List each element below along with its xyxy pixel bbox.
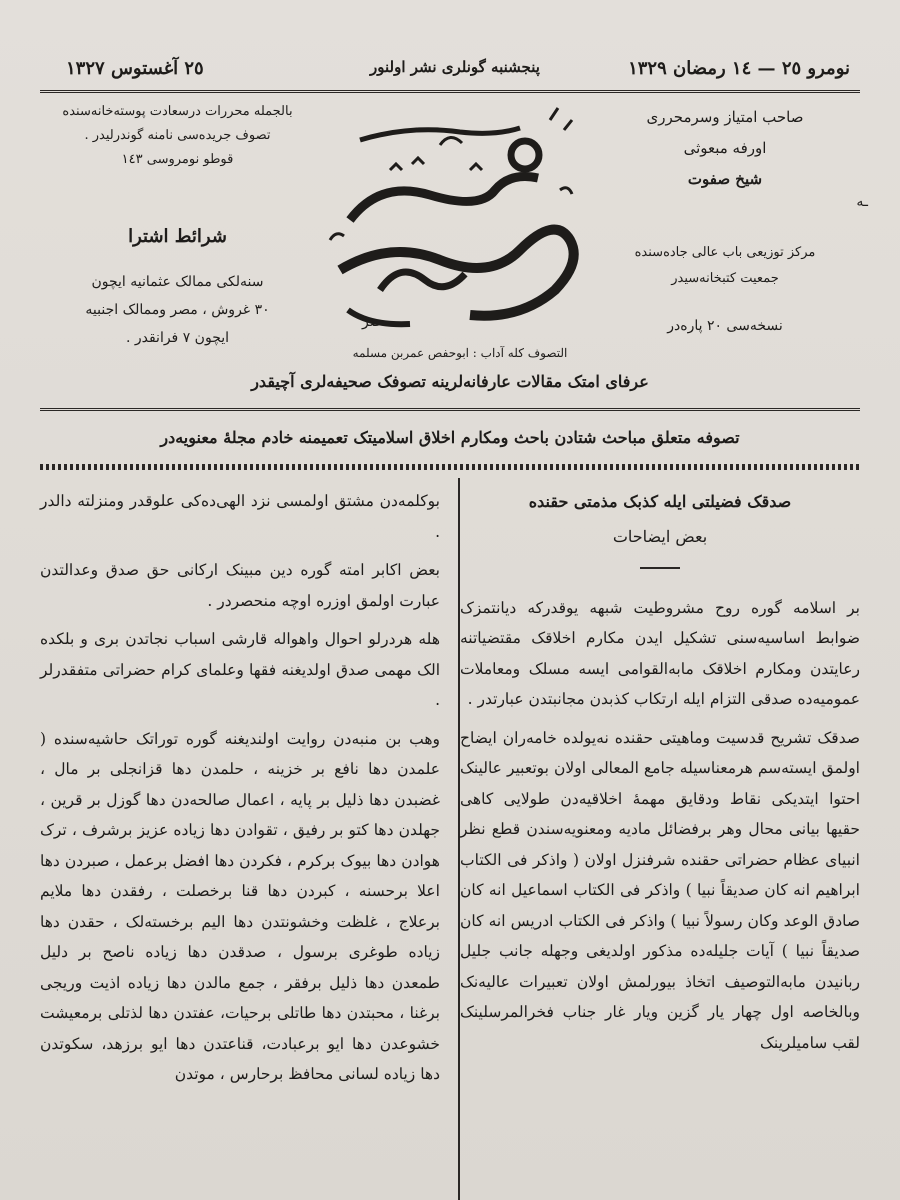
article-subtitle: بعض ایضاحات <box>612 527 708 546</box>
article-left-column <box>40 486 440 1098</box>
dotted-rule <box>40 464 860 470</box>
issue-number-date: نومرو ٢٥ — ١٤ رمضان ١٣٢٩ <box>628 58 850 79</box>
owner-editor-label: صاحب امتیاز وسرمحرری <box>646 108 804 126</box>
dateline <box>60 52 850 88</box>
masthead-calligraphy <box>320 100 590 340</box>
masthead-logo <box>320 100 590 340</box>
purpose-statement: تصوفه متعلق مباحث شتادن باحث ومکارم اخلاق اسلامیتک تعمیمنه خادم مجلهٔ معنویه‌در <box>160 428 740 447</box>
subscription-terms <box>55 268 300 352</box>
masthead-small-mark: صر <box>362 314 382 330</box>
subscription-line: ایچون ٧ فرانقدر . <box>125 330 230 346</box>
distribution-library: جمعیت کتبخانه‌سیدر <box>671 271 779 286</box>
notice-line: بالجمله محررات درسعادت پوسته‌خانه‌سنده <box>62 104 293 119</box>
distribution-block <box>600 240 850 292</box>
article-paragraph: بوکلمه‌دن مشتق اولمسی نزد الهی‌ده‌کی علوقدر ومنزلته دالدر . <box>40 492 440 541</box>
mid-rule <box>40 408 860 411</box>
po-box-number: قوطو نومروسی ١٤٣ <box>121 152 234 167</box>
subscription-line: سنه‌لکی ممالک عثمانیه ایچون <box>91 274 264 290</box>
subscription-line: ٣٠ غروش ، مصر وممالک اجنبیه <box>85 302 270 318</box>
publication-day: پنجشنبه گونلری نشر اولنور <box>370 58 540 76</box>
issue-price: نسخه‌سی ٢٠ پاره‌در <box>667 318 783 334</box>
notice-line: تصوف جریده‌سی نامنه گوندرلیدر . <box>84 128 271 143</box>
motto-quote: التصوف کله آداب : ابوحفص عمربن مسلمه <box>352 346 568 360</box>
subscription-title: شرائط اشترا <box>128 226 227 247</box>
deputy-label: اورفه مبعوثی <box>683 139 767 157</box>
top-rule <box>40 90 860 93</box>
article-paragraph: صدقک تشریح قدسیت وماهیتی حقنده نه‌یولده خامه‌ران ایضاح اولمق ایسته‌سم هرمعناسیله جامع المعالی اولان بوتعبیر عالینک احتوا ایتدیکی نقاط ودقایق مهمهٔ اخلاقیه‌دن طولایی کاهی حقیها بیانی محال وهر برفضائل مادیه ومعنویه‌سندن قطع نظر انبیای عظام حضراتی حقنده شرفنزل اولان ( واذکر فی الکتاب ابراهیم انه کان صدیقاً نبیا ) واذکر فی الکتاب اسماعیل انه کان صادق الوعد وکان رسولاً نبیا ) واذکر فی الکتاب ادریس انه کان صدیقاً نبیا ) آیات جلیله‌ده مذکور اولدیغی وجهله جانب جلیل ربانیدن مابه‌التوصیف اتخاذ بیورلمش اولان تعبیرات عالیه‌نک وبالخاصه اول چهار یار گزین ویار غار جناب فخرالمرسلینک لقب ساميلرینک <box>460 728 860 1052</box>
article-right-column <box>460 486 860 1066</box>
distribution-center: مرکز توزیعی باب عالی جاده‌سنده <box>634 245 816 260</box>
article-paragraph: بعض اکابر امته گوره دین مبینک ارکانی حق صدق وعدالتدن عبارت اولمق اوزره اوچه منحصردر . <box>40 561 440 610</box>
title-divider <box>640 567 680 569</box>
article-paragraph: وهب بن منبه‌دن روایت اولندیغنه گوره توراتک حاشیه‌سنده ( علمدن دها نافع بر خزینه ، حلمدن دها قزانجلی بر مال ، غضبدن دها ذلیل بر پایه ، اعمال صالحه‌دن دها گوزل بر قرین ، جهلدن دها کتو بر رفیق ، تقوادن دها زیاده عزیز برشرف ، ترک هوادن دها بیوک برکرم ، فکردن دها افضل برعمل ، صبردن دها اعلا برحسنه ، کبردن دها قنا برخصلت ، رفقدن دها ملایم برعلاج ، غلظت وخشونتدن دها الیم برخسته‌لک ، حقدن دها زیاده طوغری برسول ، صدقدن دها زیاده ناصح بر دلیل طمعدن دها ذلیل برفقر ، جمع مالدن دها زیاده اذیت وریجی برغنا ، محبتدن دها طاتلی برحیات، عفتدن دها لذتلی برمعیشت خشوعدن دها ایو برعبادت، قناعتدن دها ایو برزهد، سکوتدن دها زیاده لسانی محافظ برحارس ، موتدن <box>40 729 440 1083</box>
margin-mark: ـه <box>856 194 868 210</box>
correspondence-notice <box>55 100 300 172</box>
motto-line: عرفای امتک مقالات عارفانه‌لرینه تصوفک صحیفه‌لری آچیقدر <box>251 372 649 391</box>
article-paragraph: هله هردرلو احوال واهواله قارشی اسباب نجاتدن بری و بلکده الک مهمی صدق اولدیغنه فقها وعلمای کرام حضراتی متفقدرلر . <box>40 630 440 709</box>
article-paragraph: بر اسلامه گوره روح مشروطیت شبهه یوقدرکه دیانتمزک ضوابط اساسیه‌سنی تشکیل ایدن مکارم اخلاقک مقتضیاتنه رعایتدن ومکارم اخلاقک مابه‌القوامی ایسه مسلک ومعاملات عمومیه‌ده صدقی التزام ایله ارتکاب کذبدن مجانبتدن عبارتدر . <box>460 598 860 708</box>
article-title: صدقک فضیلتی ایله کذبک مذمتی حقنده <box>528 492 792 511</box>
gregorian-date: ٢٥ آغستوس ١٣٢٧ <box>66 58 204 79</box>
editor-name: شیخ صفوت <box>687 170 763 188</box>
owner-editor-block <box>600 102 850 195</box>
